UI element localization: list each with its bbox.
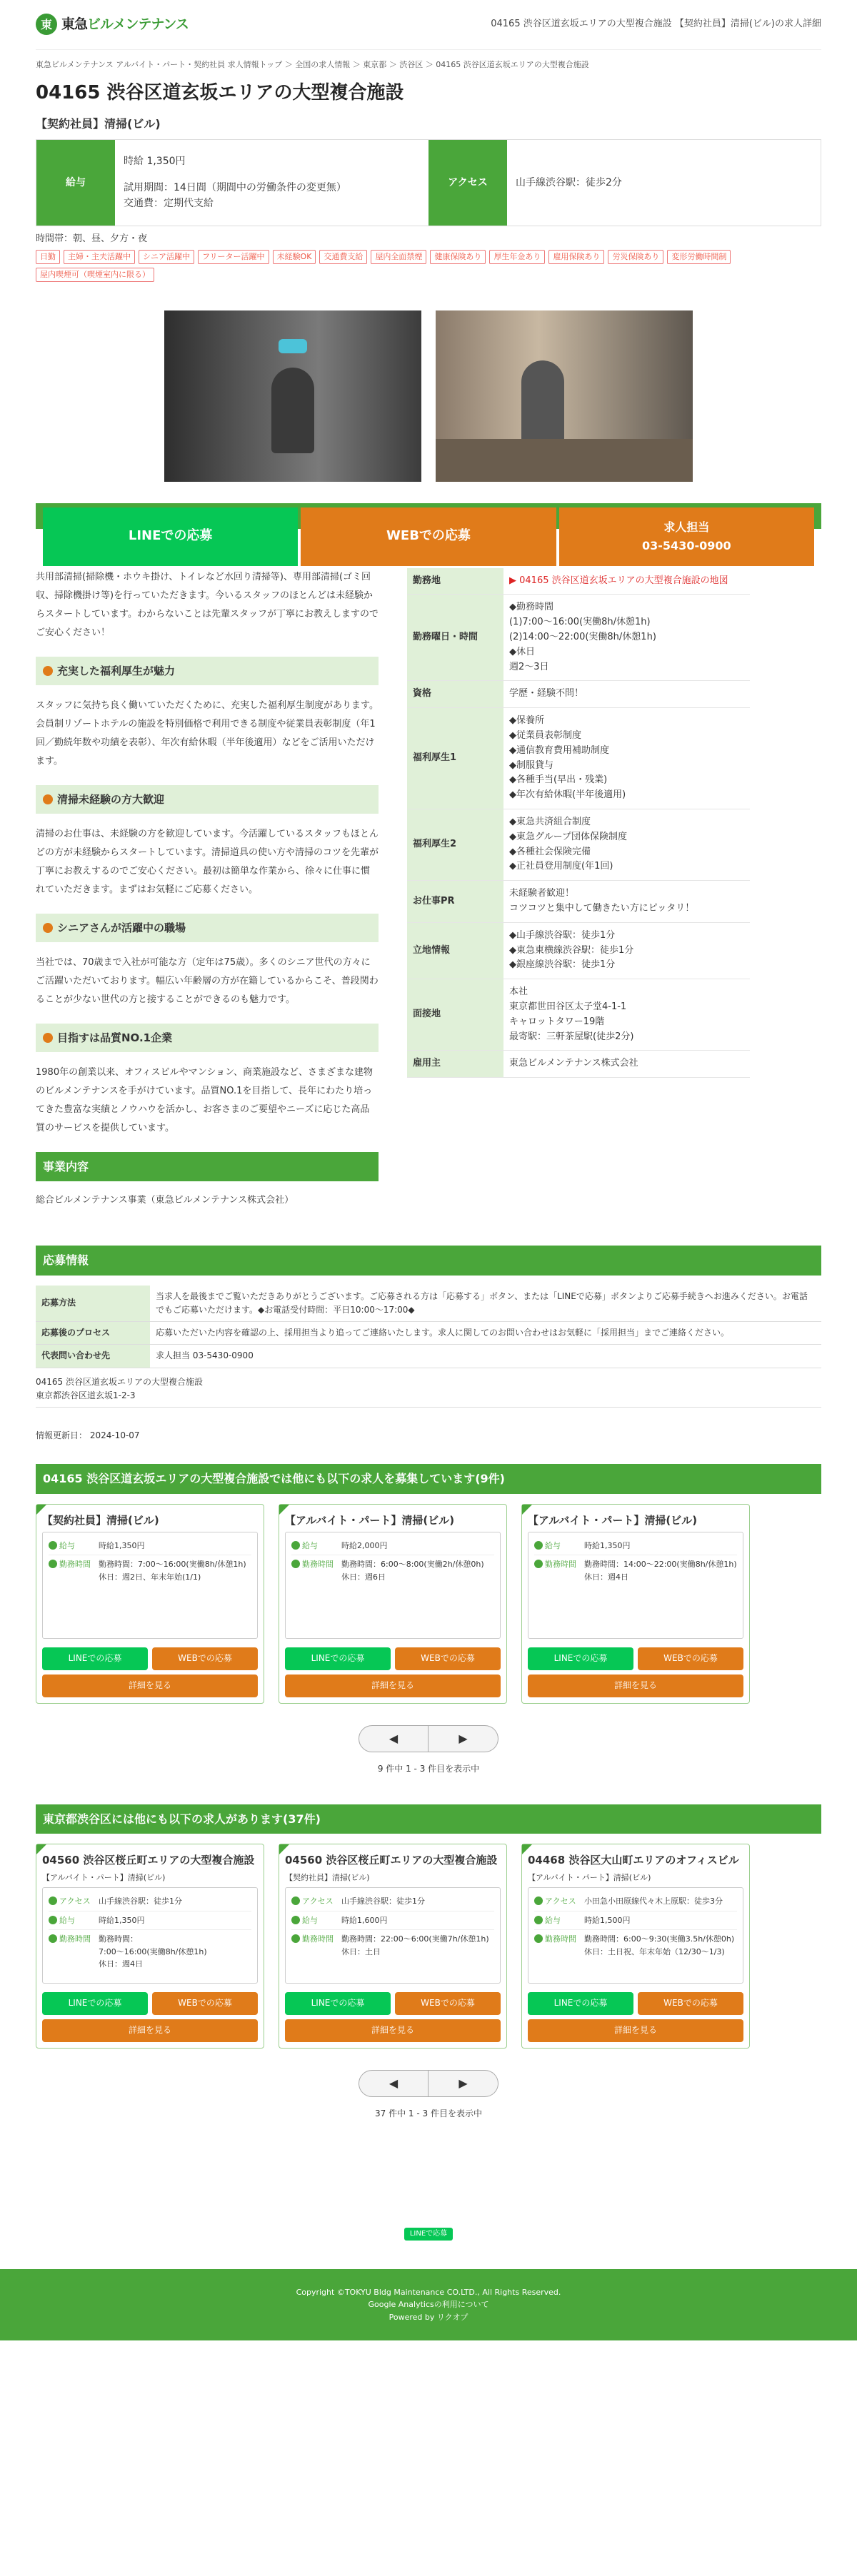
card-detail-button[interactable]: 詳細を見る <box>528 1675 743 1697</box>
job-card-key-label: 勤務時間 <box>302 1934 334 1944</box>
detail-value: 未経験者歓迎！ コツコツと集中して働きたい方にピッタリ！ <box>503 881 750 923</box>
detail-value[interactable]: ▶ 04165 渋谷区道玄坂エリアの大型複合施設の地図 <box>503 568 750 595</box>
prev-page-button[interactable]: ◀ <box>359 1725 428 1752</box>
job-card-key <box>291 1895 341 1908</box>
job-card-key <box>291 1914 341 1927</box>
job-card-key <box>49 1933 99 1971</box>
job-card-value: 小田急小田原線代々木上原駅：徒歩3分 <box>584 1896 723 1906</box>
job-card-title[interactable]: 04560 渋谷区桜丘町エリアの大型複合施設 <box>42 1854 255 1867</box>
pay-icon <box>49 1541 57 1550</box>
line-apply-tag[interactable]: LINEで応募 <box>404 2228 453 2241</box>
job-card-buttons <box>42 1992 258 2015</box>
job-card-value: 勤務時間：6:00〜9:30(実働3.5h/休憩0h) 休日：土日祝、年末年始（12/30〜1/3) <box>584 1934 735 1956</box>
table-row <box>407 881 750 923</box>
access-icon <box>291 1896 300 1905</box>
card-line-apply-button[interactable]: LINEでの応募 <box>285 1992 391 2015</box>
section-heading <box>36 914 379 942</box>
table-row <box>36 1345 821 1368</box>
job-card-key <box>534 1933 584 1958</box>
card-line-apply-button[interactable]: LINEでの応募 <box>285 1647 391 1670</box>
pager <box>36 2070 821 2097</box>
detail-value: ◆山手線渋谷駅：徒歩1分 ◆東急東横線渋谷駅：徒歩1分 ◆銀座線渋谷駅：徒歩1分 <box>503 922 750 979</box>
job-card[interactable] <box>521 1504 750 1704</box>
site-header <box>36 0 821 50</box>
job-card-key-label: 給与 <box>302 1540 318 1550</box>
app-rep-value[interactable]: 求人担当 03-5430-0900 <box>150 1345 821 1368</box>
job-card-info <box>285 1887 501 1984</box>
job-card-key-label: 給与 <box>545 1540 561 1550</box>
job-card-key <box>49 1540 99 1552</box>
job-card-key-label: 給与 <box>59 1540 75 1550</box>
result-count: 9 件中 1 - 3 件目を表示中 <box>377 1763 480 1774</box>
logo-text <box>61 14 189 35</box>
dot-icon <box>43 1033 53 1043</box>
tag-list <box>36 250 821 282</box>
application-table <box>36 1286 821 1368</box>
web-apply-button[interactable] <box>301 507 556 566</box>
job-card-key-label: 給与 <box>59 1915 75 1925</box>
access-icon <box>534 1896 543 1905</box>
job-card-subtitle: 【契約社員】清掃(ビル) <box>285 1873 370 1883</box>
card-detail-button[interactable]: 詳細を見る <box>285 2019 501 2042</box>
job-card-row <box>291 1930 494 1961</box>
card-web-apply-button[interactable]: WEBでの応募 <box>638 1992 743 2015</box>
powered-by[interactable]: Powered by リクオプ <box>389 2313 468 2323</box>
app-rep-key: 代表問い合わせ先 <box>36 1345 150 1368</box>
header-title: 04165 渋谷区道玄坂エリアの大型複合施設 【契約社員】清掃(ビル)の求人詳細 <box>491 19 821 30</box>
job-card-key-label: アクセス <box>59 1896 91 1906</box>
cleaning-photo-2 <box>436 310 693 482</box>
detail-value: ◆保養所 ◆従業員表彰制度 ◆通信教育費用補助制度 ◆制服貸与 ◆各種手当(早出・残業) ◆年次有給休暇(半年後適用) <box>503 708 750 809</box>
job-card-value: 山手線渋谷駅：徒歩1分 <box>99 1896 182 1906</box>
table-row <box>36 1322 821 1345</box>
pay-value-box <box>115 140 428 226</box>
dot-icon <box>43 794 53 804</box>
job-card-value: 時給1,500円 <box>584 1915 631 1925</box>
job-subtitle: 【契約社員】清掃(ビル) <box>36 117 161 131</box>
address-line-1: 04165 渋谷区道玄坂エリアの大型複合施設 <box>36 1376 203 1387</box>
job-card-value: 勤務時間：22:00〜6:00(実働7h/休憩1h) 休日：土日 <box>341 1934 489 1956</box>
breadcrumb[interactable]: 東急ビルメンテナンス アルバイト・パート・契約社員 求人情報トップ ＞ 全国の求人情報 ＞ 東京都 ＞ 渋谷区 ＞ 04165 渋谷区道玄坂エリアの大型複合施設 <box>36 60 589 69</box>
clock-icon <box>49 1560 57 1568</box>
tag-badge: シニア活躍中 <box>139 250 194 264</box>
trial-period: 試用期間：14日間（期間中の労働条件の変更無） <box>124 181 346 193</box>
ga-link[interactable]: Google Analyticsの利用について <box>368 2300 489 2310</box>
job-card-buttons <box>285 1647 501 1670</box>
job-card-title[interactable]: 04468 渋谷区大山町エリアのオフィスビル <box>528 1854 739 1867</box>
access-icon <box>49 1896 57 1905</box>
clock-icon <box>534 1934 543 1943</box>
updated-date: 情報更新日： 2024-10-07 <box>36 1430 140 1440</box>
card-line-apply-button[interactable]: LINEでの応募 <box>528 1647 633 1670</box>
section-heading <box>36 785 379 814</box>
job-card-key <box>291 1540 341 1552</box>
app-method-key: 応募方法 <box>36 1286 150 1322</box>
job-card-key-label: 勤務時間 <box>59 1934 91 1944</box>
table-row <box>407 979 750 1051</box>
job-card[interactable] <box>36 1504 264 1704</box>
job-card-value: 時給1,600円 <box>341 1915 388 1925</box>
clock-icon <box>49 1934 57 1943</box>
card-detail-button[interactable]: 詳細を見る <box>42 2019 258 2042</box>
detail-key: お仕事PR <box>407 881 503 923</box>
job-card-value: 勤務時間：14:00〜22:00(実働8h/休憩1h) 休日：週4日 <box>584 1560 737 1582</box>
detail-key: 勤務地 <box>407 568 503 595</box>
job-card-key-label: 勤務時間 <box>545 1560 576 1570</box>
related-area-cards <box>36 1844 821 2049</box>
line-apply-label: LINEでの応募 <box>128 528 213 544</box>
clock-icon <box>534 1560 543 1568</box>
table-row <box>407 681 750 708</box>
job-card-row <box>534 1911 737 1931</box>
detail-key: 立地情報 <box>407 922 503 979</box>
job-card-subtitle: 【アルバイト・パート】清掃(ビル) <box>528 1873 651 1883</box>
facility-address <box>36 1371 821 1408</box>
clock-icon <box>291 1560 300 1568</box>
job-card-key <box>49 1895 99 1908</box>
job-summary <box>36 139 821 226</box>
tag-badge: 厚生年金あり <box>489 250 545 264</box>
job-card[interactable] <box>279 1844 507 2049</box>
job-card-buttons <box>285 1992 501 2015</box>
detail-key: 面接地 <box>407 979 503 1051</box>
tag-badge: 労災保険あり <box>608 250 663 264</box>
related-facility-cards <box>36 1504 821 1704</box>
job-card-value: 時給1,350円 <box>99 1540 145 1550</box>
job-card-key <box>49 1914 99 1927</box>
detail-value: ◆勤務時間 (1)7:00〜16:00(実働8h/休憩1h) (2)14:00〜22:00(実働8h/休憩1h) ◆休日 週2〜3日 <box>503 595 750 681</box>
section-text: 清掃のお仕事は、未経験の方を歓迎しています。今活躍しているスタッフもほとんどの方が未経験からスタートしています。清掃道具の使い方や清掃のコツを先輩が丁寧にお教えするのでご安心ください。最初は簡単な作業から、徐々に仕事に慣れていただきます。まずはお気軽にご応募ください。 <box>36 828 379 895</box>
access-value: 山手線渋谷駅：徒歩2分 <box>516 176 622 188</box>
business-heading: 事業内容 <box>36 1152 379 1182</box>
job-card[interactable] <box>279 1504 507 1704</box>
job-card-key-label: アクセス <box>545 1896 576 1906</box>
tag-badge: 交通費支給 <box>319 250 367 264</box>
detail-value: ◆東急共済組合制度 ◆東急グループ団体保険制度 ◆各種社会保険完備 ◆正社員登用制度(年1回) <box>503 809 750 880</box>
job-card-value: 時給1,350円 <box>584 1540 631 1550</box>
job-card-buttons <box>42 1647 258 1670</box>
job-description <box>36 568 379 1225</box>
job-card-key <box>49 1558 99 1583</box>
section-heading-text: 充実した福利厚生が魅力 <box>57 664 176 677</box>
page-title: 04165 渋谷区道玄坂エリアの大型複合施設 <box>36 81 404 103</box>
detail-key: 福利厚生2 <box>407 809 503 880</box>
intro-text: 共用部清掃(掃除機・ホウキ掛け、トイレなど水回り清掃等)、専用部清掃(ゴミ回収、掃除機掛け等)を行っていただきます。今いるスタッフのほとんどは未経験からスタートしています。わからないことは先輩スタッフが丁寧にお教えしますのでご安心ください！ <box>36 571 379 638</box>
dot-icon <box>43 666 53 676</box>
pay-icon <box>291 1916 300 1924</box>
job-card-key <box>291 1933 341 1958</box>
tag-badge: 日勤 <box>36 250 60 264</box>
job-card-key <box>291 1558 341 1583</box>
card-line-apply-button[interactable]: LINEでの応募 <box>42 1992 148 2015</box>
logo-text-a: 東急 <box>61 16 88 33</box>
tag-badge: 雇用保険あり <box>548 250 604 264</box>
section-heading <box>36 1024 379 1052</box>
card-web-apply-button[interactable]: WEBでの応募 <box>395 1992 501 2015</box>
phone-apply-button[interactable] <box>559 507 814 566</box>
app-method-value: 当求人を最後までご覧いただきありがとうございます。ご応募される方は「応募する」ボタン、または「LINEで応募」ボタンよりご応募手続きへお進みください。お電話でもご応募いただけます。◆お電話受付時間：平日10:00〜17:00◆ <box>150 1286 821 1322</box>
card-detail-button[interactable]: 詳細を見る <box>285 1675 501 1697</box>
card-web-apply-button[interactable]: WEBでの応募 <box>638 1647 743 1670</box>
section-text: 当社では、70歳まで入社が可能な方（定年は75歳）。多くのシニア世代の方々にご活躍いただいております。幅広い年齢層の方が在籍しているからこそ、普段関わることが少ない世代の方と接することができるのも魅力です。 <box>36 956 379 1005</box>
job-card-row <box>49 1537 251 1556</box>
job-card-title[interactable]: 【アルバイト・パート】清掃(ビル) <box>285 1513 455 1527</box>
section-heading-text: 清掃未経験の方大歓迎 <box>57 792 165 806</box>
phone-number: 03-5430-0900 <box>642 538 731 552</box>
job-card-key <box>534 1914 584 1927</box>
job-card-row <box>534 1537 737 1556</box>
access-label: アクセス <box>428 140 507 226</box>
clock-icon <box>291 1934 300 1943</box>
job-card-subtitle: 【アルバイト・パート】清掃(ビル) <box>42 1873 166 1883</box>
job-card-info <box>42 1532 258 1639</box>
app-process-key: 応募後のプロセス <box>36 1322 150 1345</box>
result-count: 37 件中 1 - 3 件目を表示中 <box>375 2108 482 2119</box>
related-area-heading: 東京都渋谷区には他にも以下の求人があります(37件) <box>36 1804 821 1834</box>
detail-key: 福利厚生1 <box>407 708 503 809</box>
job-card-info <box>528 1532 743 1639</box>
job-card-row <box>291 1537 494 1556</box>
table-row <box>36 1286 821 1322</box>
table-row <box>407 809 750 880</box>
address-line-2: 東京都渋谷区道玄坂1-2-3 <box>36 1390 136 1400</box>
job-card-title[interactable]: 【アルバイト・パート】清掃(ビル) <box>528 1513 698 1527</box>
pay-icon <box>291 1541 300 1550</box>
card-detail-button[interactable]: 詳細を見る <box>528 2019 743 2042</box>
job-card-info <box>528 1887 743 1984</box>
job-card-buttons <box>528 1992 743 2015</box>
job-card-row <box>534 1555 737 1586</box>
pay-label: 給与 <box>36 140 115 226</box>
table-row <box>407 568 750 595</box>
detail-value: 学歴・経験不問！ <box>503 681 750 708</box>
job-card-key-label: 勤務時間 <box>59 1560 91 1570</box>
cleaning-photo-1 <box>164 310 421 482</box>
card-detail-button[interactable]: 詳細を見る <box>42 1675 258 1697</box>
table-row <box>407 1051 750 1078</box>
site-logo[interactable] <box>36 14 189 35</box>
section-heading-text: シニアさんが活躍中の職場 <box>57 921 186 934</box>
job-card-title[interactable]: 04560 渋谷区桜丘町エリアの大型複合施設 <box>285 1854 498 1867</box>
job-card-info <box>285 1532 501 1639</box>
tag-badge: 屋内全面禁煙 <box>371 250 426 264</box>
job-card-key <box>534 1540 584 1552</box>
job-card-row <box>49 1911 251 1931</box>
job-card-row <box>291 1892 494 1911</box>
card-web-apply-button[interactable]: WEBでの応募 <box>152 1992 258 2015</box>
app-process-value: 応募いただいた内容を確認の上、採用担当より追ってご連絡いたします。求人に関してのお問い合わせはお気軽に「採用担当」までご連絡ください。 <box>150 1322 821 1345</box>
hours-line: 時間帯：朝、昼、夕方・夜 <box>36 233 148 244</box>
prev-page-button[interactable]: ◀ <box>359 2070 428 2097</box>
job-card-key-label: 給与 <box>545 1915 561 1925</box>
tag-badge: 屋内喫煙可（喫煙室内に限る） <box>36 268 154 282</box>
related-facility-heading: 04165 渋谷区道玄坂エリアの大型複合施設では他にも以下の求人を募集しています(9件) <box>36 1464 821 1494</box>
business-text: 総合ビルメンテナンス事業（東急ビルメンテナンス株式会社） <box>36 1195 294 1206</box>
phone-label: 求人担当 <box>663 520 710 534</box>
detail-value: 東急ビルメンテナンス株式会社 <box>503 1051 750 1078</box>
job-card-row <box>291 1555 494 1586</box>
card-web-apply-button[interactable]: WEBでの応募 <box>152 1647 258 1670</box>
tag-badge: 主婦・主夫活躍中 <box>64 250 135 264</box>
job-card-row <box>291 1911 494 1931</box>
site-footer <box>0 2269 857 2340</box>
card-line-apply-button[interactable]: LINEでの応募 <box>528 1992 633 2015</box>
tag-badge: 健康保険あり <box>430 250 486 264</box>
web-apply-label: WEBでの応募 <box>386 528 471 544</box>
job-card-key <box>534 1558 584 1583</box>
next-page-button[interactable]: ▶ <box>428 2070 498 2097</box>
detail-key: 資格 <box>407 681 503 708</box>
job-card-key-label: 勤務時間 <box>302 1560 334 1570</box>
section-text: スタッフに気持ち良く働いていただくために、充実した福利厚生制度があります。会員制リゾートホテルの施設を特別価格で利用できる制度や従業員表彰制度（年1回／勤続年数や功績を表彰）、年次有給休暇（半年後適用）などをご活用いただけます。 <box>36 699 379 767</box>
detail-key: 勤務曜日・時間 <box>407 595 503 681</box>
job-card-key <box>534 1895 584 1908</box>
job-card-key-label: アクセス <box>302 1896 334 1906</box>
job-card-row <box>49 1555 251 1586</box>
job-card[interactable] <box>521 1844 750 2049</box>
job-card-key-label: 勤務時間 <box>545 1934 576 1944</box>
table-row <box>407 708 750 809</box>
table-row <box>407 595 750 681</box>
pay-icon <box>534 1541 543 1550</box>
detail-value: 本社 東京都世田谷区太子堂4-1-1 キャロットタワー19階 最寄駅：三軒茶屋駅(徒歩2分) <box>503 979 750 1051</box>
application-heading: 応募情報 <box>36 1246 821 1276</box>
dot-icon <box>43 923 53 933</box>
job-card-row <box>534 1892 737 1911</box>
card-web-apply-button[interactable]: WEBでの応募 <box>395 1647 501 1670</box>
logo-mark: 東 <box>36 14 57 35</box>
tag-badge: フリーター活躍中 <box>198 250 269 264</box>
job-card-value: 勤務時間： 7:00〜16:00(実働8h/休憩1h) 休日：週4日 <box>99 1934 207 1969</box>
job-card-value: 時給1,350円 <box>99 1915 145 1925</box>
job-card-value: 時給2,000円 <box>341 1540 388 1550</box>
copyright: Copyright ©TOKYU Bldg Maintenance CO.LTD., All Rights Reserved. <box>296 2287 561 2297</box>
job-details-table <box>407 568 750 1079</box>
job-card-title[interactable]: 【契約社員】清掃(ビル) <box>42 1513 159 1527</box>
logo-text-b: ビルメンテナンス <box>87 16 189 33</box>
detail-key: 雇用主 <box>407 1051 503 1078</box>
section-heading-text: 目指すは品質NO.1企業 <box>57 1031 173 1044</box>
cta-bar <box>36 503 821 552</box>
photo-gallery <box>36 310 821 482</box>
section-text: 1980年の創業以来、オフィスビルやマンション、商業施設など、さまざまな建物のビルメンテナンスを手がけています。品質NO.1を目指して、長年にわたり培ってきた豊富な実績とノウハウを活かし、お客さまのご要望やニーズに応じた高品質のサービスを提供しています。 <box>36 1066 374 1133</box>
table-row <box>407 922 750 979</box>
job-card-value: 山手線渋谷駅：徒歩1分 <box>341 1896 425 1906</box>
card-line-apply-button[interactable]: LINEでの応募 <box>42 1647 148 1670</box>
job-card-info <box>42 1887 258 1984</box>
job-card-row <box>49 1892 251 1911</box>
job-card-value: 勤務時間：6:00〜8:00(実働2h/休憩0h) 休日：週6日 <box>341 1560 484 1582</box>
pay-value: 時給 1,350円 <box>124 156 186 168</box>
job-card[interactable] <box>36 1844 264 2049</box>
section-heading <box>36 657 379 685</box>
job-card-key-label: 給与 <box>302 1915 318 1925</box>
tag-badge: 変形労働時間制 <box>667 250 731 264</box>
tag-badge: 未経験OK <box>273 250 316 264</box>
job-card-value: 勤務時間：7:00〜16:00(実働8h/休憩1h) 休日：週2日、年末年始(1/1) <box>99 1560 246 1582</box>
pay-icon <box>534 1916 543 1924</box>
next-page-button[interactable]: ▶ <box>428 1725 498 1752</box>
job-card-row <box>49 1930 251 1974</box>
job-card-buttons <box>528 1647 743 1670</box>
line-apply-button[interactable] <box>43 507 298 566</box>
pay-icon <box>49 1916 57 1924</box>
transport-fee: 交通費：定期代支給 <box>124 197 214 209</box>
pager <box>36 1725 821 1752</box>
job-card-row <box>534 1930 737 1961</box>
